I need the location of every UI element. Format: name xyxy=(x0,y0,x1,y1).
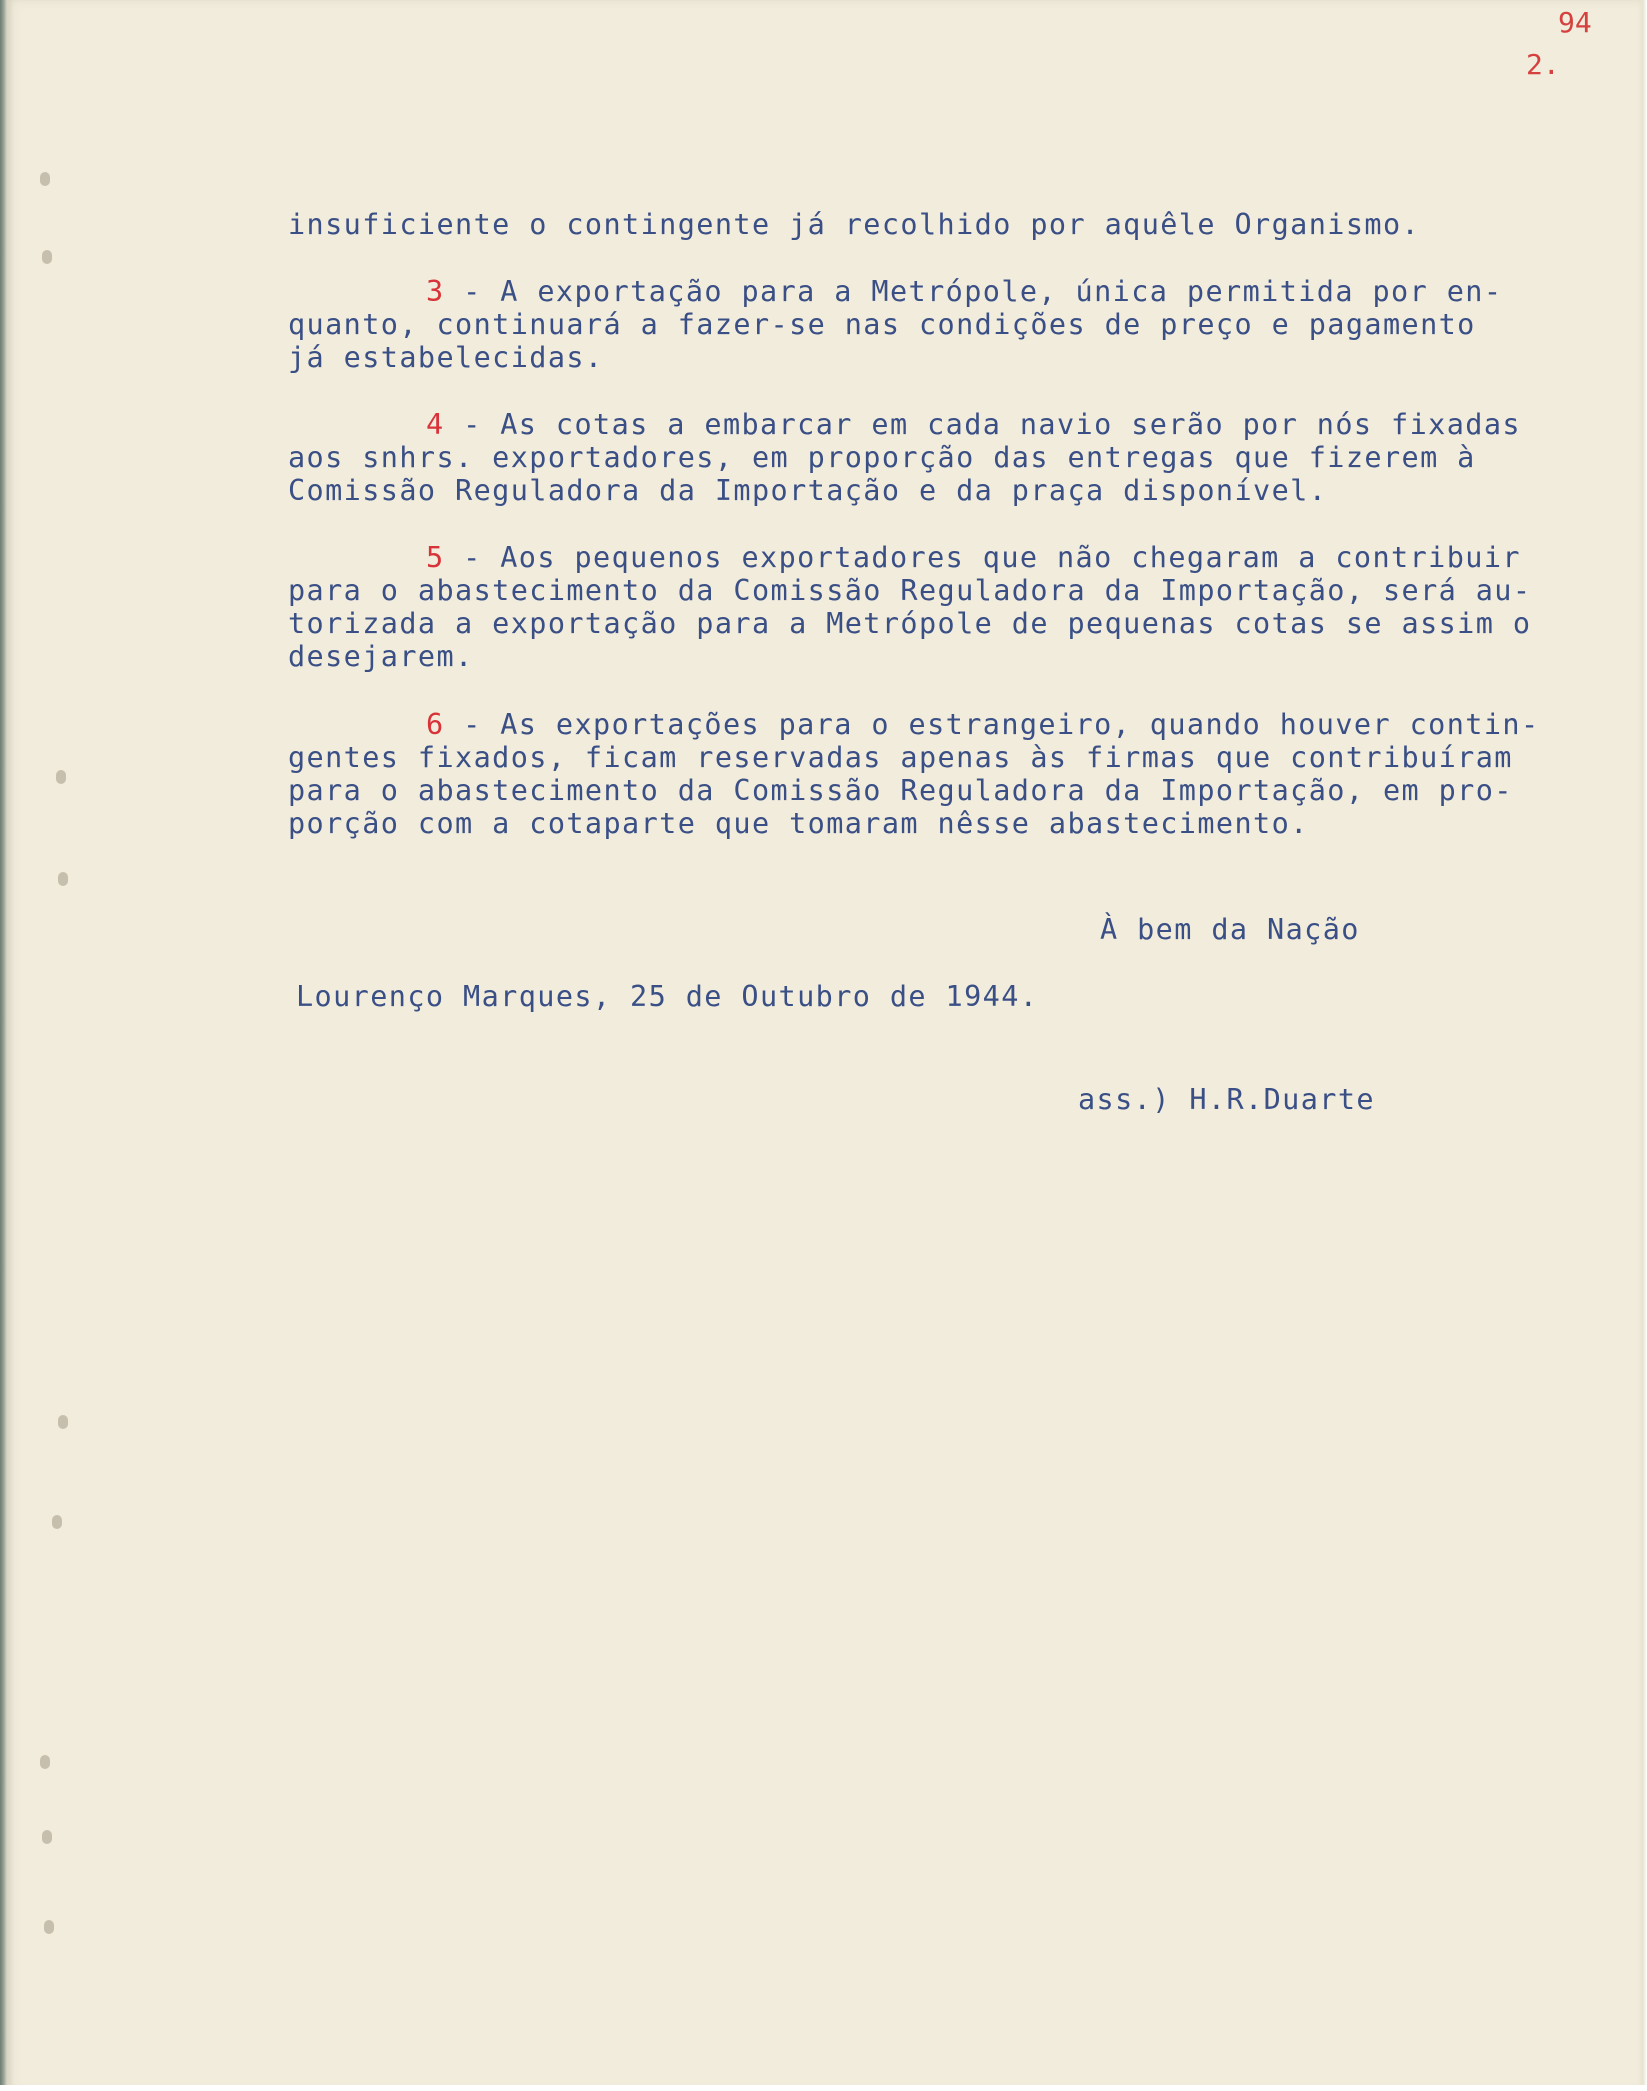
item-3-line-2: quanto, continuará a fazer-se nas condições de preço e pagamento xyxy=(288,308,1476,341)
opening-line: insuficiente o contingente já recolhido por aquêle Organismo. xyxy=(288,208,1421,241)
item-6-text: - As exportações para o estrangeiro, quando houver contin- xyxy=(444,708,1540,741)
punch-hole-mark xyxy=(58,1415,68,1429)
item-5-line-3: torizada a exportação para a Metrópole de pequenas cotas se assim o xyxy=(288,607,1532,640)
paper-right-edge xyxy=(1639,0,1647,2091)
item-3-text: - A exportação para a Metrópole, única permitida por en- xyxy=(444,275,1503,308)
item-6-line-2: gentes fixados, ficam reservadas apenas às firmas que contribuíram xyxy=(288,741,1513,774)
punch-hole-mark xyxy=(42,1830,52,1844)
item-6-line-1 xyxy=(426,708,1540,741)
item-5-line-2: para o abastecimento da Comissão Reguladora da Importação, será au- xyxy=(288,574,1532,607)
item-6-line-4: porção com a cotaparte que tomaram nêsse abastecimento. xyxy=(288,807,1309,840)
punch-hole-mark xyxy=(40,1755,50,1769)
item-4-line-3: Comissão Reguladora da Importação e da praça disponível. xyxy=(288,474,1328,507)
closing-salutation: À bem da Nação xyxy=(1100,913,1360,946)
item-5-text: - Aos pequenos exportadores que não chegaram a contribuir xyxy=(444,541,1521,574)
item-5-number: 5 xyxy=(426,541,445,574)
archive-page-number: 94 xyxy=(1558,6,1592,39)
paper-bottom-edge xyxy=(0,2085,1647,2091)
page-number: 2. xyxy=(1526,48,1560,81)
punch-hole-mark xyxy=(42,250,52,264)
item-4-line-1 xyxy=(426,408,1521,441)
item-3-number: 3 xyxy=(426,275,445,308)
punch-hole-mark xyxy=(52,1515,62,1529)
item-6-number: 6 xyxy=(426,708,445,741)
punch-hole-mark xyxy=(58,872,68,886)
item-6-line-3: para o abastecimento da Comissão Reguladora da Importação, em pro- xyxy=(288,774,1513,807)
punch-hole-mark xyxy=(44,1920,54,1934)
item-5-line-1 xyxy=(426,541,1521,574)
item-4-text: - As cotas a embarcar em cada navio serão por nós fixadas xyxy=(444,408,1521,441)
punch-hole-mark xyxy=(40,172,50,186)
item-4-number: 4 xyxy=(426,408,445,441)
item-5-line-4: desejarem. xyxy=(288,640,474,673)
place-date: Lourenço Marques, 25 de Outubro de 1944. xyxy=(296,980,1039,1013)
item-3-line-3: já estabelecidas. xyxy=(288,341,604,374)
paper-left-edge xyxy=(0,0,14,2091)
item-4-line-2: aos snhrs. exportadores, em proporção das entregas que fizerem à xyxy=(288,441,1476,474)
item-3-line-1 xyxy=(426,275,1502,308)
signature: ass.) H.R.Duarte xyxy=(1078,1083,1375,1116)
punch-hole-mark xyxy=(56,770,66,784)
